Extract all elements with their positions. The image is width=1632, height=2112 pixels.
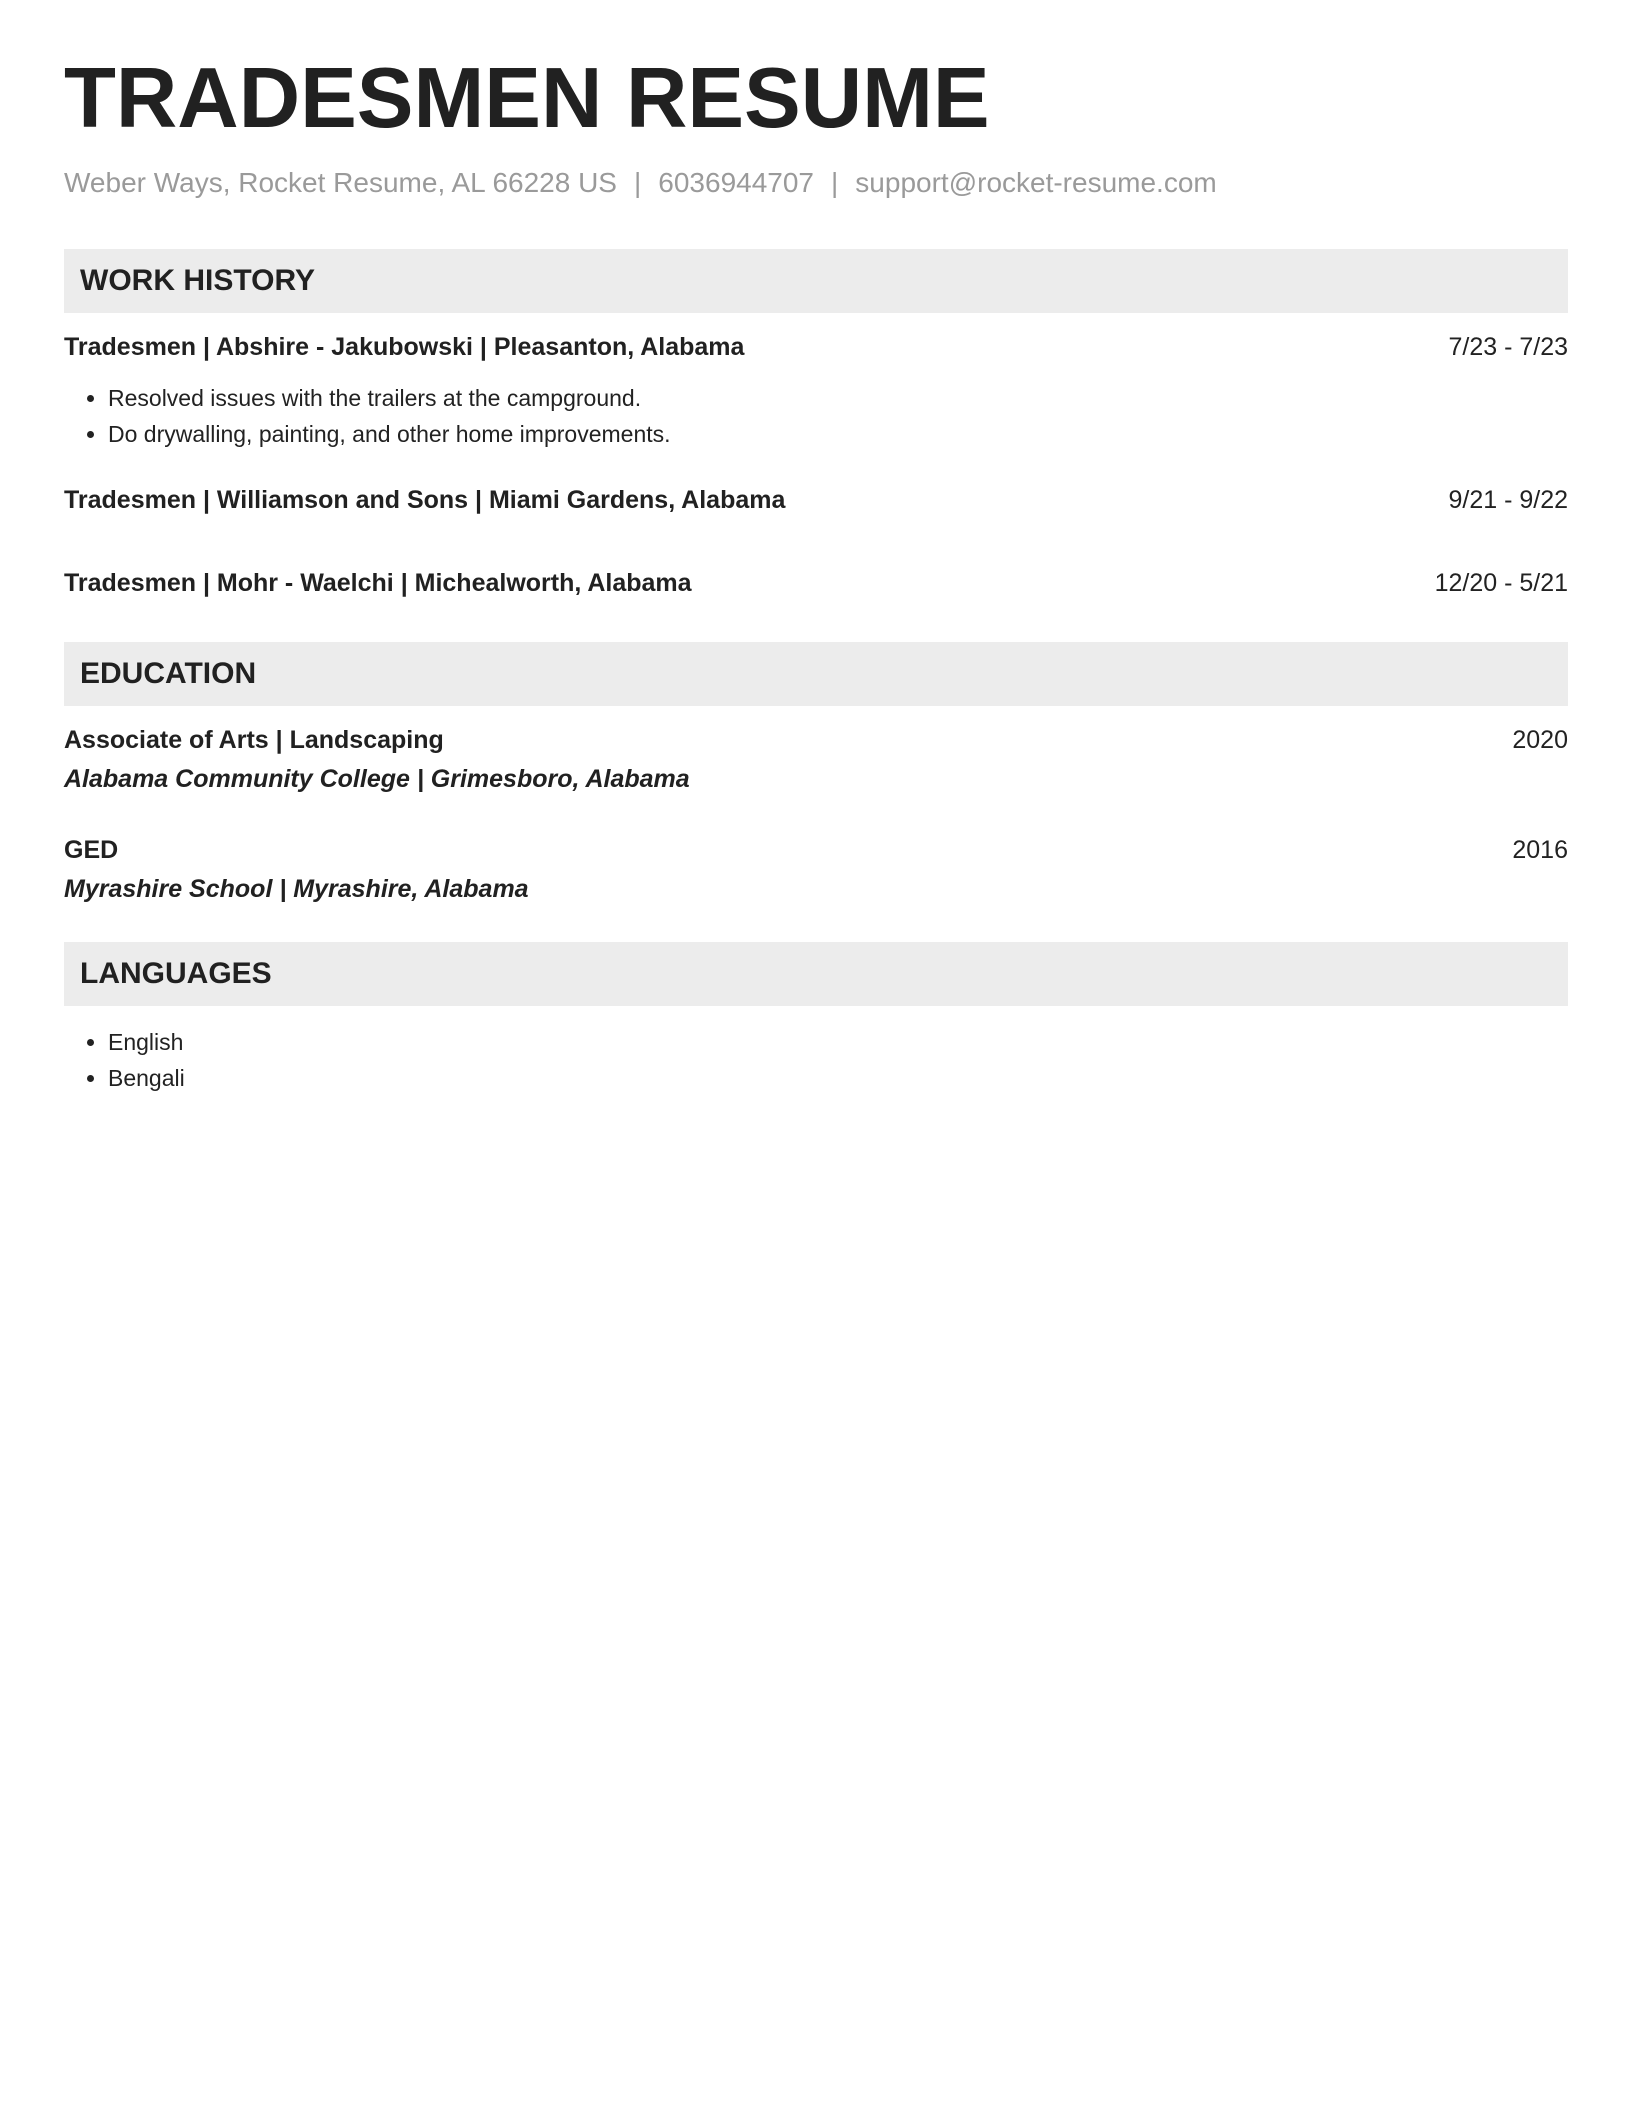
education-degree: Associate of Arts | Landscaping — [64, 726, 444, 754]
job-bullet: • Resolved issues with the trailers at the campground. — [108, 380, 1568, 416]
job-header — [64, 333, 1568, 362]
education-header — [64, 726, 1568, 755]
job-title: Tradesmen | Williamson and Sons | Miami Gardens, Alabama — [64, 486, 786, 514]
job-bullet: • Do drywalling, painting, and other home improvements. — [108, 416, 1568, 452]
contact-email: support@rocket-resume.com — [855, 167, 1217, 198]
contact-phone: 6036944707 — [658, 167, 815, 198]
job-dates: 12/20 - 5/21 — [1434, 569, 1568, 597]
education-degree: GED — [64, 836, 119, 864]
work-history-heading: WORK HISTORY — [64, 249, 1568, 313]
contact-separator: | — [634, 167, 642, 198]
education-school: Myrashire School | Myrashire, Alabama — [64, 875, 529, 903]
job-title: Tradesmen | Abshire - Jakubowski | Pleasanton, Alabama — [64, 333, 745, 361]
contact-line — [64, 167, 1568, 199]
language-item: • English — [108, 1024, 1568, 1060]
education-header — [64, 836, 1568, 865]
job-dates: 7/23 - 7/23 — [1448, 333, 1568, 361]
education-entry — [64, 836, 1568, 904]
job-bullets — [64, 380, 1568, 452]
job-header — [64, 569, 1568, 598]
contact-separator: | — [831, 167, 839, 198]
education-school: Alabama Community College | Grimesboro, Alabama — [64, 765, 690, 793]
job-title: Tradesmen | Mohr - Waelchi | Michealworth, Alabama — [64, 569, 692, 597]
languages-heading: LANGUAGES — [64, 942, 1568, 1006]
resume-title: TRADESMEN RESUME — [64, 51, 990, 146]
contact-address: Weber Ways, Rocket Resume, AL 66228 US — [64, 167, 617, 198]
education-year: 2016 — [1512, 836, 1568, 864]
job-entry — [64, 486, 1568, 515]
languages-list — [64, 1024, 1568, 1096]
education-entry — [64, 726, 1568, 794]
job-entry — [64, 333, 1568, 452]
education-heading: EDUCATION — [64, 642, 1568, 706]
job-header — [64, 486, 1568, 515]
job-dates: 9/21 - 9/22 — [1448, 486, 1568, 514]
job-entry — [64, 569, 1568, 598]
language-item: • Bengali — [108, 1060, 1568, 1096]
education-year: 2020 — [1512, 726, 1568, 754]
